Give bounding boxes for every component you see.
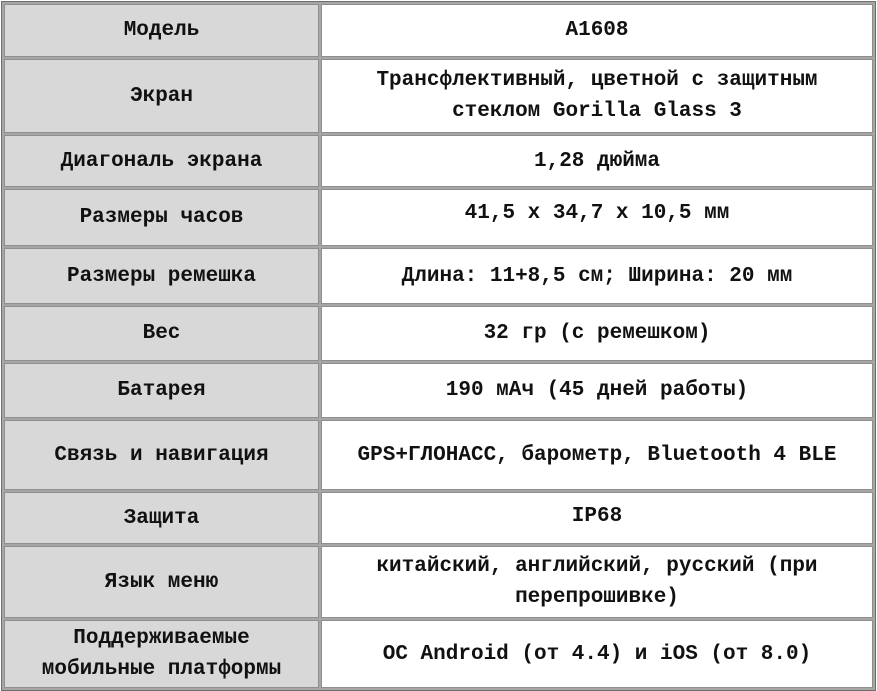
- spec-value: Длина: 11+8,5 см; Ширина: 20 мм: [321, 248, 873, 304]
- spec-label: Размеры часов: [4, 189, 319, 246]
- table-row: [4, 189, 873, 246]
- spec-value: 32 гр (с ремешком): [321, 306, 873, 361]
- table-row: [4, 135, 873, 187]
- spec-value: 41,5 x 34,7 x 10,5 мм: [321, 189, 873, 246]
- spec-value: Трансфлективный, цветной с защитным стеклом Gorilla Glass 3: [321, 59, 873, 133]
- spec-label: Вес: [4, 306, 319, 361]
- table-row: [4, 59, 873, 133]
- spec-value: 190 мАч (45 дней работы): [321, 363, 873, 418]
- spec-value: китайский, английский, русский (при перепрошивке): [321, 546, 873, 618]
- spec-value: A1608: [321, 4, 873, 57]
- spec-label: Экран: [4, 59, 319, 133]
- table-row: [4, 363, 873, 418]
- table-row: [4, 546, 873, 618]
- spec-value: ОС Android (от 4.4) и iOS (от 8.0): [321, 620, 873, 688]
- table-row: [4, 306, 873, 361]
- spec-label: Диагональ экрана: [4, 135, 319, 187]
- table-row: [4, 420, 873, 490]
- spec-value: 1,28 дюйма: [321, 135, 873, 187]
- spec-label: Защита: [4, 492, 319, 544]
- spec-value: GPS+ГЛОНАСС, барометр, Bluetooth 4 BLE: [321, 420, 873, 490]
- spec-label: Связь и навигация: [4, 420, 319, 490]
- spec-label: Поддерживаемые мобильные платформы: [4, 620, 319, 688]
- table-row: [4, 492, 873, 544]
- spec-label: Размеры ремешка: [4, 248, 319, 304]
- specifications-table: [1, 1, 876, 691]
- table-row: [4, 4, 873, 57]
- table-row: [4, 248, 873, 304]
- spec-label: Батарея: [4, 363, 319, 418]
- spec-value: IP68: [321, 492, 873, 544]
- spec-label: Язык меню: [4, 546, 319, 618]
- spec-label: Модель: [4, 4, 319, 57]
